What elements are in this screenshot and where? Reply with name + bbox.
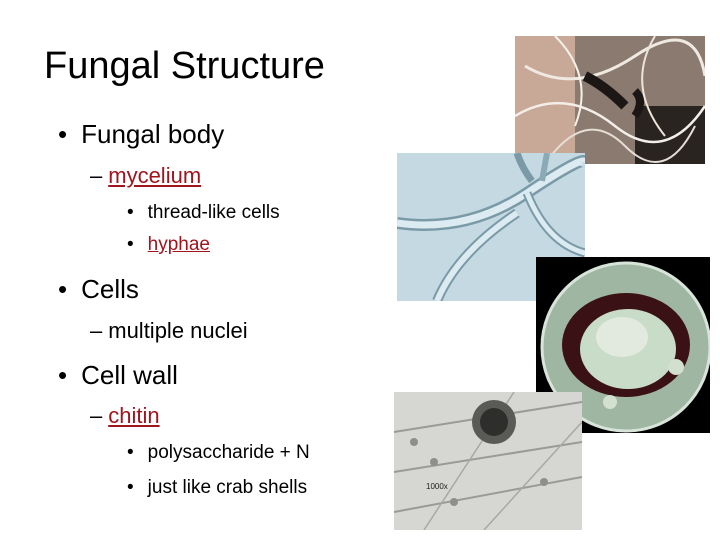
bullet-glyph: • [127, 442, 134, 463]
sub-bullet-mycelium[interactable] [90, 162, 201, 190]
bullet-text: Fungal body [81, 119, 225, 149]
mycelium-link[interactable]: mycelium [108, 163, 202, 188]
chitin-link[interactable]: chitin [108, 403, 160, 428]
bullet-text: polysaccharide + N [147, 442, 310, 463]
spores-micrograph [394, 392, 582, 530]
bullet-cell-wall [58, 359, 178, 391]
bullet-cells [58, 273, 139, 305]
dash-glyph: – [90, 403, 103, 428]
bullet-glyph: • [127, 477, 134, 498]
bullet-glyph: • [58, 119, 68, 149]
bullet-fungal-body [58, 118, 224, 150]
bullet-glyph: • [127, 202, 134, 223]
dash-glyph: – [90, 318, 103, 343]
sub-sub-bullet-hyphae[interactable] [127, 233, 210, 257]
micrograph-caption: 1000x [426, 482, 448, 491]
hyphae-link[interactable]: hyphae [147, 234, 210, 255]
bullet-text: thread-like cells [147, 202, 280, 223]
sub-sub-bullet-crab [127, 476, 307, 500]
bullet-text: just like crab shells [147, 477, 308, 498]
mycelium-photo [515, 36, 705, 164]
slide-title: Fungal Structure [44, 45, 325, 87]
bullet-text: Cells [81, 274, 139, 304]
bullet-glyph: • [127, 234, 134, 255]
bullet-text: multiple nuclei [108, 318, 248, 343]
sub-sub-bullet-thread [127, 201, 280, 225]
sub-bullet-nuclei [90, 317, 248, 345]
bullet-glyph: • [58, 274, 68, 304]
sub-bullet-chitin[interactable] [90, 402, 160, 430]
bullet-text: Cell wall [81, 360, 178, 390]
bullet-glyph: • [58, 360, 68, 390]
dash-glyph: – [90, 163, 103, 188]
sub-sub-bullet-polysaccharide [127, 441, 310, 465]
